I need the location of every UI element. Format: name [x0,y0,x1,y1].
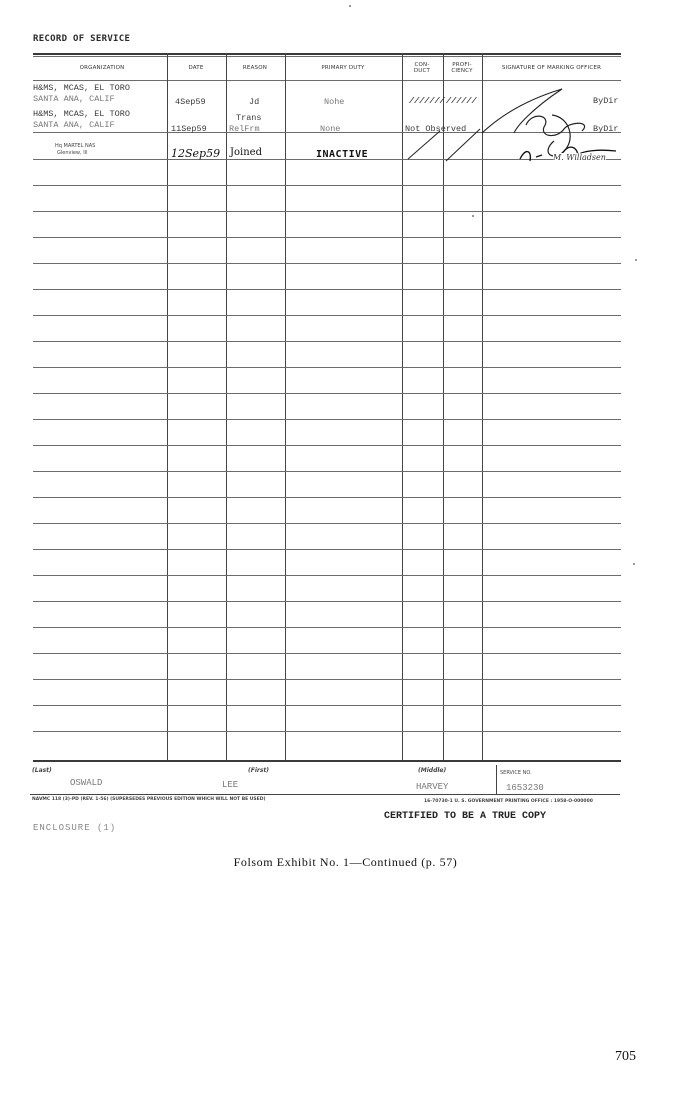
header-proficiency: PROFI- CIENCY [451,62,473,74]
conduct-slash-mark [408,131,440,159]
scan-speck [635,259,637,261]
header-primary-duty: PRIMARY DUTY [321,65,365,71]
row-divider [33,315,621,316]
header-signature: SIGNATURE OF MARKING OFFICER [501,65,602,71]
handwritten-initial-mark [520,152,542,161]
enclosure-stamp: ENCLOSURE (1) [33,823,117,833]
gpo-note: 16-70730-1 U. S. GOVERNMENT PRINTING OFFICE : 1958-O-000000 [424,799,593,804]
row-divider [33,341,621,342]
form-title: RECORD OF SERVICE [33,34,131,44]
scan-speck [633,563,635,565]
row1-conduct: /////// [409,96,445,106]
row-divider [33,419,621,420]
row3-organization-line1: Hq MARTEL NAS [55,143,96,149]
last-name-label: (Last) [32,767,52,774]
row1-proficiency: ////// [446,96,477,106]
row-divider [33,497,621,498]
row-divider [33,627,621,628]
row3-organization-line2: Glenview, Ill [57,150,88,156]
proficiency-slash-mark [446,129,480,161]
row1-signature-authority: ByDir [593,96,619,106]
row-divider [33,393,621,394]
row-divider [33,185,621,186]
header-reason: REASON [242,65,268,71]
table-top-border-inner [33,56,621,57]
signature-flourish [482,89,562,133]
row-divider [33,549,621,550]
row3-reason: Joined [230,147,262,158]
table-top-border [33,53,621,55]
service-no-label: SERVICE NO. [500,770,532,776]
scan-speck [472,215,474,217]
middle-name-label: (Middle) [418,767,447,774]
row3-signature: M. Willadsen [553,153,606,162]
header-date: DATE [188,65,204,71]
form-number-note: NAVMC 118 (3)-PD (REV. 1-56) (SUPERSEDES PREVIOUS EDITION WHICH WILL NOT BE USED) [32,797,266,802]
row1-date: 4Sep59 [175,97,206,107]
scan-speck [349,5,351,7]
page-number: 705 [615,1049,636,1064]
row2-signature-authority: ByDir [593,124,619,134]
table-bottom-border [33,760,621,762]
row-divider [33,471,621,472]
last-name-value: OSWALD [70,778,103,788]
signature-scribble [526,116,585,135]
first-name-label: (First) [248,767,270,774]
row-divider [33,653,621,654]
middle-name-value: HARVEY [416,782,449,792]
row-divider [33,367,621,368]
row-divider [33,445,621,446]
row1-primary-duty: Nohe [324,97,345,107]
service-no-divider [496,765,497,795]
service-no-value: 1653230 [506,783,544,793]
row1-organization-line2: SANTA ANA, CALIF [33,94,115,104]
row1-reason: Jd [249,97,260,107]
row2-primary-duty: None [320,124,341,134]
row-divider [33,289,621,290]
row2-conduct: Not Observed [405,124,467,134]
service-record-table [33,53,621,765]
exhibit-caption: Folsom Exhibit No. 1—Continued (p. 57) [233,855,458,869]
row3-primary-duty: INACTIVE [316,149,369,160]
row-divider [33,679,621,680]
row-divider [33,263,621,264]
name-block-bottom-line [30,794,620,795]
row2-reason-line1: Trans [236,113,262,123]
row2-reason-line2: RelFrm [229,124,260,134]
row-divider [33,523,621,524]
row1-organization-line1: H&MS, MCAS, EL TORO [33,83,130,93]
first-name-value: LEE [222,780,239,790]
name-block [30,765,620,805]
row-divider [33,731,621,732]
row-divider [33,237,621,238]
certified-stamp: CERTIFIED TO BE A TRUE COPY [384,811,547,822]
row2-organization-line2: SANTA ANA, CALIF [33,120,115,130]
header-organization: ORGANIZATION [79,65,125,71]
row2-organization-line1: H&MS, MCAS, EL TORO [33,109,130,119]
row-divider [33,575,621,576]
row-divider [33,211,621,212]
row3-date: 12Sep59 [171,147,221,160]
header-con-duct: CON- DUCT [413,62,431,74]
row-divider [33,705,621,706]
row2-date: 11Sep59 [171,124,207,134]
row-divider [33,601,621,602]
